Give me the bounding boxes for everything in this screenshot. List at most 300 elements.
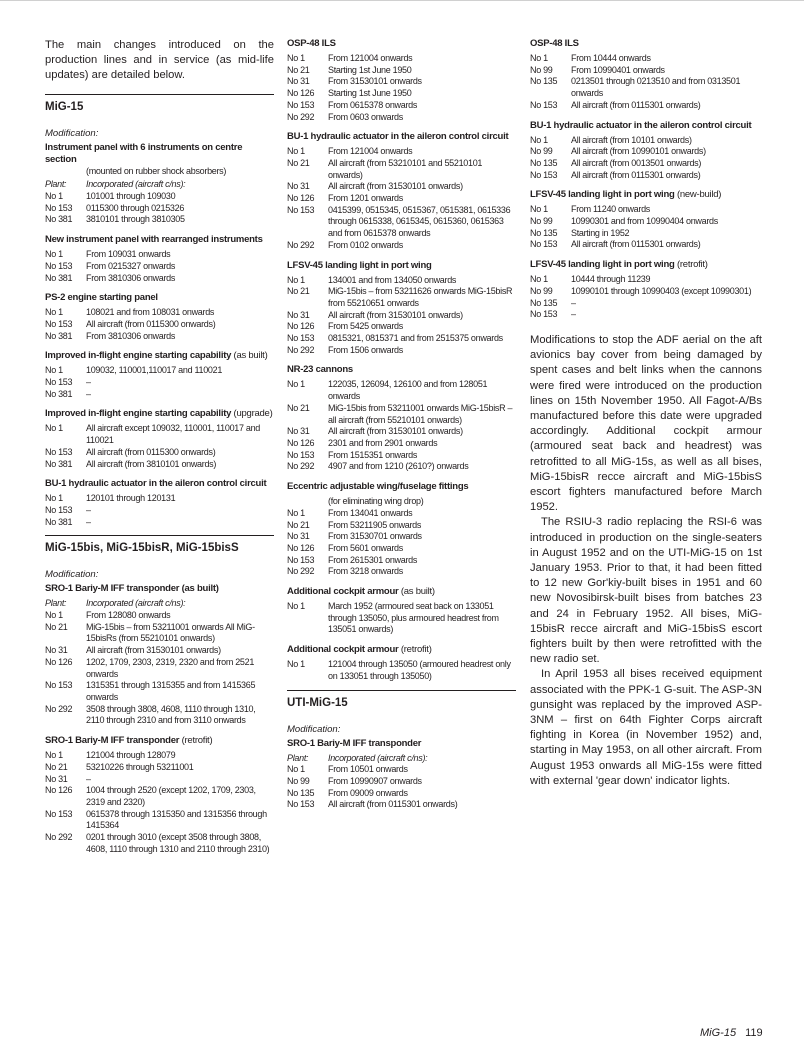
plant-row: [287, 158, 516, 181]
plant-row: [530, 228, 762, 240]
paragraph: The RSIU-3 radio replacing the RSI-6 was introduced in production on the single-seaters in August 1952 and on the UTI-MiG-15 on 1st January 1953. Prior to that, it had been fitted to 12 new Gor'kiy-built bises in 1951 and 60 new Novosibirsk-built bises from batches 23 and 24 in February 1952. All bises, MiG-15bisR recce aircraft and MiG-15bisS escort fighters built by then were retrofitted with the new radio set.: [530, 516, 762, 666]
plant-row: [45, 261, 274, 273]
plant-row: [287, 76, 516, 88]
plant-row: [530, 204, 762, 216]
plant-row: [287, 450, 516, 462]
entry-title: [45, 735, 274, 747]
modification-entry: [287, 738, 516, 812]
plant-number: No 135: [530, 76, 558, 87]
plant-number: No 153: [45, 680, 73, 691]
plant-detail: –: [571, 297, 576, 308]
plant-detail: From 10444 onwards: [571, 53, 651, 63]
plant-header-row: [45, 179, 274, 191]
plant-number: No 292: [45, 703, 73, 714]
plant-list: [530, 53, 762, 112]
plant-row: [287, 88, 516, 100]
paragraph: In April 1953 all bises received equipment associated with the PPK-1 G-suit. The ASP-3N gunsight was replaced by the improved ASP-3NM – first on 64th Fighter Corps aircraft fighting in Korea (in November 1952) and, starting in May 1953, on all other aircraft. From August 1953 onwards all MiG-15s were fitted with external 'gear down' indicator lights.: [530, 668, 762, 787]
plant-detail: From 11240 onwards: [571, 204, 650, 215]
plant-detail: 134001 and from 134050 onwards: [328, 274, 457, 285]
entry-title-bold: LFSV-45 landing light in port wing: [530, 189, 675, 201]
plant-row: [287, 146, 516, 158]
plant-row: [530, 135, 762, 147]
plant-number: No 153: [287, 449, 315, 460]
plant-detail: Starting 1st June 1950: [328, 64, 412, 75]
plant-row: [45, 704, 274, 727]
plant-number: No 153: [45, 260, 73, 271]
plant-row: [287, 461, 516, 473]
entry-title: [45, 350, 274, 362]
plant-list: [287, 496, 516, 578]
plant-row: [530, 239, 762, 251]
plant-detail: All aircraft (from 0115301 onwards): [571, 239, 701, 250]
column-2: [287, 38, 516, 811]
plant-detail: 0415399, 0515345, 0515367, 0515381, 0615336 through 0615338, 0615345, 0615360, 0615363 and from 0615378 onwards: [328, 204, 511, 239]
entry-title-bold: BU-1 hydraulic actuator in the aileron control circuit: [530, 119, 752, 131]
plant-detail: Incorporated (aircraft c/ns):: [86, 179, 186, 190]
entry-title-bold: Improved in-flight engine starting capability: [45, 350, 232, 362]
plant-detail: 1315351 through 1315355 and from 1415365 onwards: [86, 680, 256, 702]
plant-list: [287, 53, 516, 123]
running-title: MiG-15: [700, 1027, 737, 1039]
plant-row: [287, 345, 516, 357]
plant-row: [530, 146, 762, 158]
plant-row: [45, 610, 274, 622]
modification-entry: [45, 292, 274, 342]
entry-title-bold: BU-1 hydraulic actuator in the aileron control circuit: [45, 478, 267, 490]
modification-label: Modification:: [45, 127, 99, 139]
plant-detail: MiG-15bis – from 53211626 onwards MiG-15bisR from 55210651 onwards: [328, 286, 513, 308]
plant-number: No 1: [287, 764, 305, 775]
plant-number: No 1: [530, 53, 548, 63]
plant-number: No 126: [287, 88, 315, 99]
plant-detail: 10990101 through 10990403 (except 10990301): [571, 285, 752, 296]
plant-detail: 0115300 through 0215326: [86, 202, 185, 213]
plant-row: [45, 517, 274, 529]
plant-row: [45, 505, 274, 517]
plant-number: No 135: [530, 297, 558, 308]
modification-entry: [287, 131, 516, 251]
plant-row: [530, 170, 762, 182]
plant-number: No 21: [287, 286, 310, 297]
plant-row: [45, 423, 274, 446]
plant-detail: 1202, 1709, 2303, 2319, 2320 and from 2521 onwards: [86, 656, 255, 679]
entry-title-bold: Instrument panel with 6 instruments on centre section: [45, 141, 243, 165]
plant-list: [45, 423, 274, 470]
plant-detail: 0201 through 3010 (except 3508 through 3808, 4608, 1110 through 1310 and 2110 through 2310): [86, 832, 270, 854]
plant-number: No 31: [45, 773, 68, 784]
plant-header-row: [45, 598, 274, 610]
entry-title-note: (as built): [231, 350, 268, 362]
plant-list: [45, 365, 274, 400]
col3-blocks: [530, 38, 762, 321]
plant-row: [287, 310, 516, 322]
plant-number: No 31: [287, 531, 310, 542]
plant-number: No 292: [287, 239, 315, 250]
plant-number: No 1: [287, 379, 305, 390]
plant-detail: 1004 through 2520 (except 1202, 1709, 2303, 2319 and 2320): [86, 785, 256, 807]
plant-detail: From 3218 onwards: [328, 566, 403, 577]
plant-number: No 381: [45, 388, 73, 399]
entry-title-note: (as built): [398, 586, 435, 598]
plant-row: [287, 240, 516, 252]
section-heading: UTI-MiG-15: [287, 690, 516, 723]
entry-title: [287, 364, 516, 376]
plant-list: [287, 601, 516, 636]
plant-row: [287, 496, 516, 508]
plant-detail: –: [86, 388, 91, 399]
plant-row: [287, 799, 516, 811]
entry-title: [45, 583, 274, 595]
plant-row: [530, 309, 762, 321]
plant-number: No 31: [287, 309, 310, 320]
plant-number: No 126: [287, 437, 315, 448]
plant-detail: All aircraft (from 0013501 onwards): [571, 157, 702, 168]
section-heading: MiG-15bis, MiG-15bisR, MiG-15bisS: [45, 535, 274, 568]
plant-detail: All aircraft (from 0115301 onwards): [328, 799, 458, 810]
plant-detail: From 1201 onwards: [328, 193, 403, 204]
plant-number: No 21: [287, 519, 310, 530]
plant-number: No 153: [530, 309, 558, 320]
modification-entry: [45, 583, 274, 727]
plant-detail: 4907 and from 1210 (2610?) onwards: [328, 461, 469, 472]
plant-number: No 99: [530, 216, 553, 227]
plant-row: [287, 788, 516, 800]
plant-list: [287, 275, 516, 357]
plant-detail: 101001 through 109030: [86, 191, 176, 202]
plant-list: [287, 659, 516, 682]
column-3: [530, 38, 762, 789]
plant-row: [287, 65, 516, 77]
plant-row: [287, 379, 516, 402]
modification-label: Modification:: [287, 723, 341, 735]
plant-number: No 135: [287, 787, 315, 798]
plant-detail: –: [86, 516, 91, 527]
plant-detail: From 2615301 onwards: [328, 554, 418, 565]
entry-title: [287, 131, 516, 143]
entry-title: [530, 120, 762, 132]
plant-row: [287, 508, 516, 520]
modification-entry: [45, 166, 274, 178]
entry-title: [45, 142, 274, 166]
entry-title: [530, 259, 762, 271]
plant-row: [287, 426, 516, 438]
plant-number: No 153: [45, 377, 73, 388]
plant-row: [287, 181, 516, 193]
plant-row: [530, 298, 762, 310]
plant-number: No 1: [287, 274, 305, 285]
plant-detail: All aircraft (from 0115301 onwards): [571, 99, 701, 110]
plant-number: No 126: [45, 656, 73, 667]
entry-title-bold: LFSV-45 landing light in port wing: [530, 259, 675, 271]
plant-detail: From 53211905 onwards: [328, 519, 422, 530]
plant-detail: All aircraft (from 0115300 onwards): [86, 318, 216, 329]
plant-number: No 31: [45, 645, 68, 656]
page-number: 119: [745, 1027, 763, 1039]
entry-title-bold: Additional cockpit armour: [287, 586, 399, 598]
modification-entry: [45, 350, 274, 400]
plant-detail: MiG-15bis from 53211001 onwards MiG-15bisR – all aircraft (from 55210101 onwards): [328, 402, 513, 425]
entry-title: [287, 260, 516, 272]
plant-detail: –: [571, 309, 576, 320]
plant-detail: From 10990401 onwards: [571, 64, 665, 75]
plant-row: [45, 832, 274, 855]
plant-number: Plant:: [45, 179, 67, 190]
plant-detail: 10444 through 11239: [571, 274, 651, 285]
plant-detail: 0615378 through 1315350 and 1315356 through 1415364: [86, 808, 267, 831]
plant-row: [287, 659, 516, 682]
modification-entry: [45, 234, 274, 284]
plant-row: [530, 76, 762, 99]
entry-title-bold: Improved in-flight engine starting capability: [45, 408, 232, 420]
plant-number: No 1: [287, 659, 305, 670]
plant-number: No 1: [530, 274, 548, 285]
plant-number: No 31: [287, 426, 310, 437]
plant-detail: All aircraft (from 0115301 onwards): [571, 169, 701, 180]
entry-title: [45, 408, 274, 420]
plant-row: [45, 307, 274, 319]
plant-row: [45, 214, 274, 226]
entry-title-note: (new-build): [674, 189, 722, 201]
entry-title-bold: OSP-48 ILS: [530, 38, 579, 49]
plant-row: [45, 622, 274, 645]
plant-number: No 31: [287, 76, 310, 87]
plant-row: [287, 531, 516, 543]
plant-detail: (for eliminating wing drop): [328, 496, 424, 507]
plant-detail: 109032, 110001,110017 and 110021: [86, 365, 223, 376]
plant-list: [287, 379, 516, 473]
plant-number: No 153: [287, 99, 315, 110]
plant-row: [45, 319, 274, 331]
plant-detail: All aircraft (from 31530101 onwards): [328, 426, 463, 437]
plant-row: [287, 321, 516, 333]
plant-number: No 292: [287, 566, 315, 577]
plant-row: [530, 216, 762, 228]
plant-number: No 381: [45, 458, 73, 469]
col1-blocks: [45, 94, 274, 856]
plant-row: [45, 203, 274, 215]
plant-row: [287, 438, 516, 450]
plant-list: [45, 598, 274, 727]
plant-row: [45, 459, 274, 471]
modification-entry: [530, 189, 762, 251]
plant-row: [45, 166, 274, 178]
plant-detail: 108021 and from 108031 onwards: [86, 307, 215, 318]
plant-detail: –: [86, 377, 91, 388]
plant-number: No 1: [45, 610, 63, 621]
plant-number: Plant:: [287, 752, 309, 763]
plant-number: No 153: [45, 808, 73, 819]
plant-number: No 126: [45, 785, 73, 796]
plant-header-row: [287, 753, 516, 765]
plant-number: No 153: [45, 318, 73, 329]
plant-row: [287, 275, 516, 287]
plant-number: No 153: [287, 799, 315, 810]
plant-list: [530, 274, 762, 321]
modification-entry: [287, 38, 516, 123]
plant-row: [287, 520, 516, 532]
plant-detail: 120101 through 120131: [86, 493, 176, 504]
plant-detail: From 1506 onwards: [328, 344, 403, 355]
plant-number: No 381: [45, 516, 73, 527]
modification-entry: [287, 260, 516, 357]
plant-detail: From 109031 onwards: [86, 249, 171, 260]
plant-detail: All aircraft (from 31530101 onwards): [328, 181, 463, 192]
plant-number: No 135: [530, 227, 558, 238]
plant-row: [530, 100, 762, 112]
entry-title-bold: PS-2 engine starting panel: [45, 292, 158, 304]
plant-number: No 153: [530, 239, 558, 250]
plant-detail: 3810101 through 3810305: [86, 214, 185, 225]
plant-number: No 21: [287, 64, 310, 75]
plant-detail: 2301 and from 2901 onwards: [328, 437, 438, 448]
plant-number: No 31: [287, 181, 310, 192]
plant-number: No 153: [530, 99, 558, 110]
entry-title-bold: Eccentric adjustable wing/fuselage fittings: [287, 481, 469, 493]
plant-row: [530, 53, 762, 65]
plant-number: No 21: [45, 621, 68, 632]
plant-row: [287, 566, 516, 578]
plant-row: [45, 191, 274, 203]
plant-number: No 21: [287, 402, 310, 413]
plant-detail: 122035, 126094, 126100 and from 128051 onwards: [328, 379, 488, 402]
plant-number: No 292: [287, 344, 315, 355]
plant-detail: 121004 through 128079: [86, 750, 176, 761]
plant-number: No 21: [287, 157, 310, 168]
plant-row: [287, 100, 516, 112]
plant-row: [287, 776, 516, 788]
plant-row: [45, 750, 274, 762]
entry-title: [287, 586, 516, 598]
plant-number: No 1: [45, 493, 63, 504]
entry-title: [45, 292, 274, 304]
plant-row: [45, 493, 274, 505]
entry-title: [287, 738, 516, 750]
plant-number: No 1: [45, 191, 63, 202]
entry-title: [45, 234, 274, 246]
plant-list: [45, 249, 274, 284]
plant-number: No 126: [287, 321, 315, 332]
plant-detail: All aircraft (from 3810101 onwards): [86, 458, 217, 469]
modification-entry: [45, 478, 274, 528]
plant-number: No 1: [45, 750, 63, 761]
plant-row: [287, 333, 516, 345]
plant-row: [287, 53, 516, 65]
plant-number: No 1: [287, 53, 305, 63]
plant-number: No 153: [45, 446, 73, 457]
column-1: [45, 38, 274, 855]
plant-row: [45, 365, 274, 377]
plant-detail: All aircraft except 109032, 110001, 110017 and 110021: [86, 423, 261, 446]
plant-detail: From 0615378 onwards: [328, 99, 418, 110]
plant-row: [45, 645, 274, 657]
entry-title-note: (retrofit): [179, 735, 213, 747]
plant-detail: From 1515351 onwards: [328, 449, 418, 460]
plant-list: [530, 204, 762, 251]
plant-row: [287, 403, 516, 426]
plant-list: [530, 135, 762, 182]
plant-detail: From 10501 onwards: [328, 764, 408, 775]
plant-detail: All aircraft (from 31530101 onwards): [86, 645, 221, 656]
plant-detail: Starting 1st June 1950: [328, 88, 412, 99]
plant-list: [45, 493, 274, 528]
plant-number: No 1: [287, 146, 305, 157]
plant-number: No 153: [530, 169, 558, 180]
plant-number: No 153: [287, 554, 315, 565]
plant-number: No 292: [287, 461, 315, 472]
section-heading: MiG-15: [45, 94, 274, 127]
plant-row: [530, 158, 762, 170]
plant-detail: Starting in 1952: [571, 227, 630, 238]
plant-detail: From 3810306 onwards: [86, 272, 176, 283]
modification-entry: [530, 120, 762, 182]
plant-number: No 381: [45, 272, 73, 283]
plant-number: No 381: [45, 330, 73, 341]
plant-row: [45, 273, 274, 285]
entry-title: [530, 189, 762, 201]
plant-detail: From 121004 onwards: [328, 53, 413, 63]
entry-title-bold: New instrument panel with rearranged instruments: [45, 234, 263, 246]
plant-number: [287, 496, 328, 508]
plant-detail: All aircraft (from 31530101 onwards): [328, 309, 463, 320]
modification-label: Modification:: [45, 569, 99, 581]
plant-row: [287, 601, 516, 636]
page-footer: [700, 1027, 763, 1039]
plant-number: No 292: [45, 832, 73, 843]
plant-detail: 3508 through 3808, 4608, 1110 through 1310, 2110 through 2310 and from 3110 onwards: [86, 703, 256, 726]
plant-row: [530, 274, 762, 286]
plant-row: [45, 762, 274, 774]
plant-detail: From 3810306 onwards: [86, 330, 176, 341]
plant-row: [287, 555, 516, 567]
plant-row: [45, 657, 274, 680]
modification-entry: [287, 586, 516, 636]
plant-detail: From 5601 onwards: [328, 542, 403, 553]
plant-detail: From 128080 onwards: [86, 610, 171, 621]
plant-detail: MiG-15bis – from 53211001 onwards All MiG-15bisRs (from 55210101 onwards): [86, 621, 255, 644]
plant-detail: From 10990907 onwards: [328, 775, 422, 786]
entry-title-bold: LFSV-45 landing light in port wing: [287, 259, 432, 271]
plant-number: [45, 166, 86, 178]
plant-number: No 1: [530, 204, 548, 215]
plant-number: No 153: [45, 202, 73, 213]
modification-entry: [287, 481, 516, 578]
plant-row: [530, 65, 762, 77]
plant-list: [45, 307, 274, 342]
plant-detail: –: [86, 504, 91, 515]
entry-title: [45, 478, 274, 490]
plant-list: [45, 179, 274, 226]
plant-list: [45, 166, 274, 178]
plant-number: No 126: [287, 542, 315, 553]
modification-entry: [45, 142, 274, 166]
plant-row: [287, 764, 516, 776]
plant-number: No 126: [287, 193, 315, 204]
plant-number: No 1: [45, 365, 63, 376]
entry-title: [530, 38, 762, 50]
plant-number: No 1: [287, 601, 305, 612]
plant-row: [287, 193, 516, 205]
plant-detail: All aircraft (from 53210101 and 55210101 onwards): [328, 157, 483, 180]
entry-title-bold: SRO-1 Bariy-M IFF transponder (as built): [45, 583, 219, 595]
plant-detail: 53210226 through 53211001: [86, 761, 194, 772]
plant-detail: 10990301 and from 10990404 onwards: [571, 216, 718, 227]
plant-detail: From 0102 onwards: [328, 239, 403, 250]
plant-row: [45, 809, 274, 832]
modification-entry: [287, 364, 516, 473]
plant-number: No 99: [530, 146, 553, 157]
plant-detail: From 5425 onwards: [328, 321, 403, 332]
plant-number: No 21: [45, 761, 68, 772]
